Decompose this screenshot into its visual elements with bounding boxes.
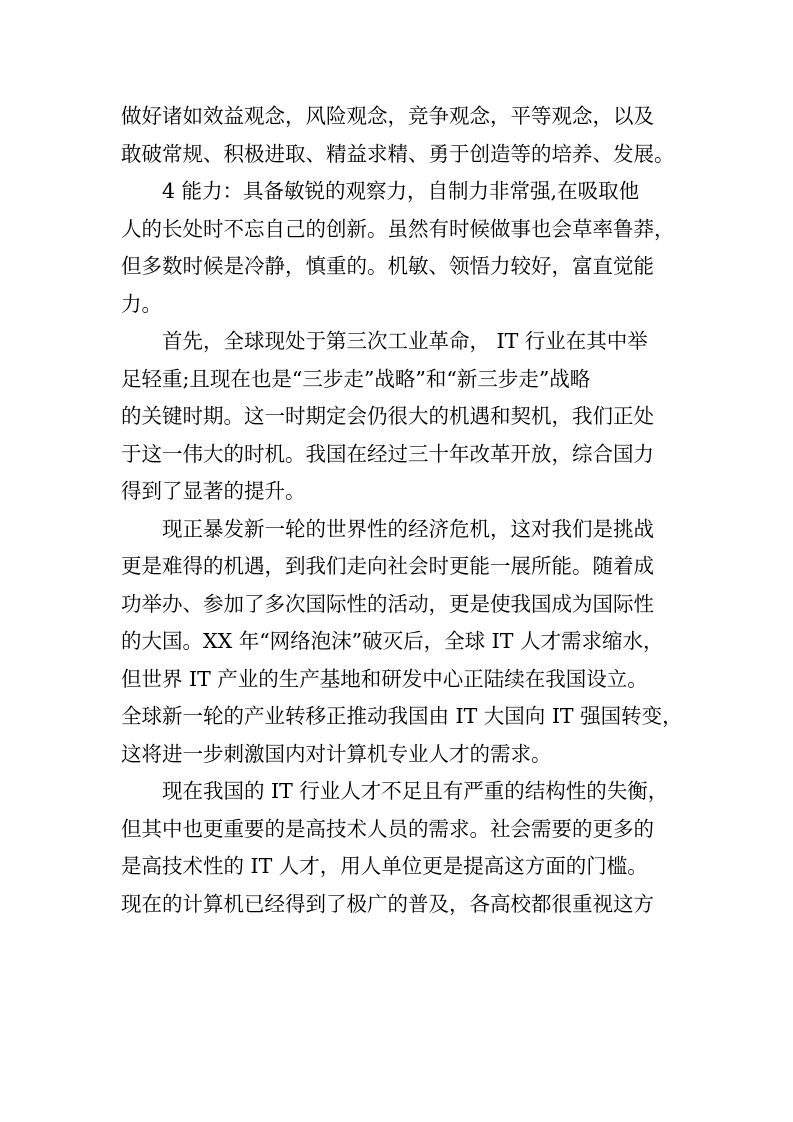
document-body bbox=[121, 98, 681, 923]
text-line: 但其中也更重要的是高技术人员的需求。社会需要的更多的 bbox=[121, 816, 654, 841]
text-line: 的关键时期。这一时期定会仍很大的机遇和契机，我们正处 bbox=[121, 404, 654, 428]
text-line: 于这一伟大的时机。我国在经过三十年改革开放，综合国力 bbox=[121, 441, 654, 466]
text-line: 足轻重;且现在也是“三步走”战略”和“新三步走”战略 bbox=[121, 366, 591, 391]
text-line: 全球新一轮的产业转移正推动我国由 IT 大国向 IT 强国转变， bbox=[121, 704, 683, 728]
text-line: 更是难得的机遇，到我们走向社会时更能一展所能。随着成 bbox=[121, 554, 654, 578]
text-line: 的大国。XX 年“网络泡沫”破灭后，全球 IT 人才需求缩水， bbox=[121, 629, 664, 653]
text-line: 但世界 IT 产业的生产基地和研发中心正陆续在我国设立。 bbox=[121, 666, 648, 691]
text-line: 力。 bbox=[121, 291, 162, 316]
text-line: 功举办、参加了多次国际性的活动，更是使我国成为国际性 bbox=[121, 591, 654, 616]
text-line: 得到了显著的提升。 bbox=[121, 479, 306, 503]
text-line: 首先，全球现处于第三次工业革命， IT 行业在其中举 bbox=[162, 329, 648, 353]
text-line: 敢破常规、积极进取、精益求精、勇于创造等的培养、发展。 bbox=[121, 141, 675, 166]
text-line: 这将进一步刺激国内对计算机专业人才的需求。 bbox=[121, 741, 552, 766]
text-line: 现在我国的 IT 行业人才不足且有严重的结构性的失衡， bbox=[162, 779, 669, 803]
text-line: 现正暴发新一轮的世界性的经济危机，这对我们是挑战 bbox=[162, 516, 654, 541]
text-line: 但多数时候是冷静，慎重的。机敏、领悟力较好，富直觉能 bbox=[121, 254, 654, 278]
text-line: 是高技术性的 IT 人才，用人单位更是提高这方面的门槛。 bbox=[121, 854, 648, 878]
text-line: 人的长处时不忘自己的创新。虽然有时候做事也会草率鲁莽， bbox=[121, 216, 675, 241]
text-line: 做好诸如效益观念，风险观念，竞争观念，平等观念，以及 bbox=[121, 104, 654, 128]
text-line: 现在的计算机已经得到了极广的普及，各高校都很重视这方 bbox=[121, 891, 654, 916]
text-line: 4 能力：具备敏锐的观察力，自制力非常强,在吸取他 bbox=[162, 179, 640, 203]
